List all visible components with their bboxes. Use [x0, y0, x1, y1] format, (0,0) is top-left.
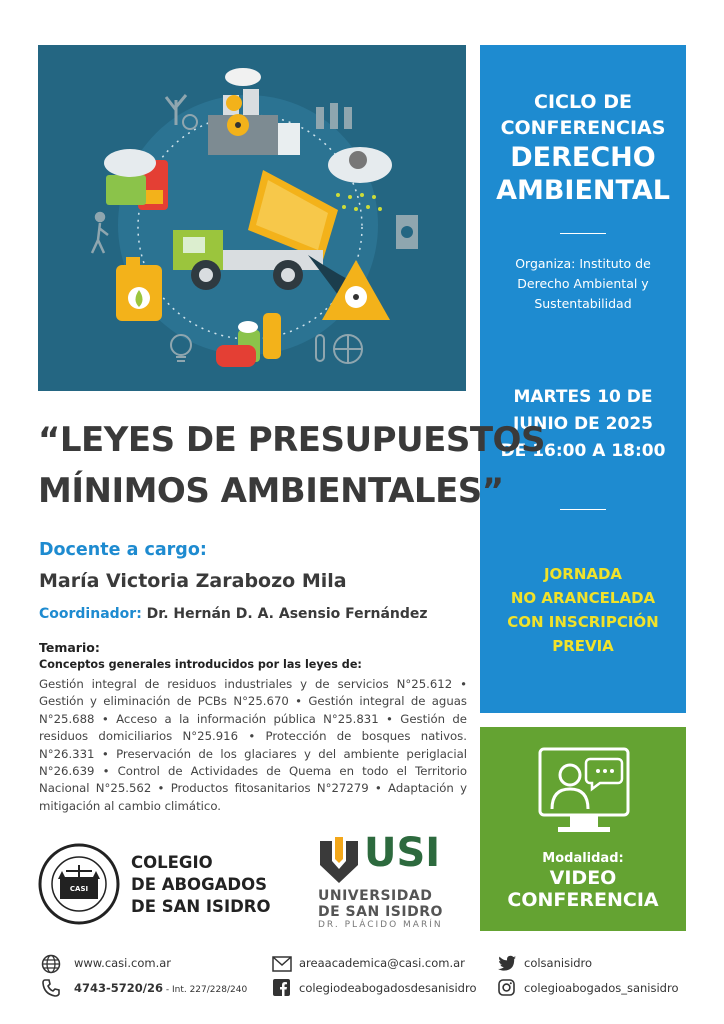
organizer-line-2: Derecho Ambiental y: [517, 276, 649, 291]
modality-label: Modalidad:: [542, 851, 624, 866]
coordinator: [39, 606, 428, 622]
thermometer-globe-icon: [316, 335, 362, 363]
modality-line-2: CONFERENCIA: [507, 889, 659, 911]
organizer-line-1: Organiza: Instituto de: [515, 256, 651, 271]
organizer-line-3: Sustentabilidad: [534, 296, 632, 311]
casi-name-line-1: COLEGIO: [131, 853, 213, 872]
temario-subheading: Conceptos generales introducidos por las leyes de:: [39, 658, 362, 671]
usi-name-line-1: UNIVERSIDAD: [318, 888, 433, 904]
phone-extension: - Int. 227/228/240: [163, 985, 248, 995]
date-line-2: JUNIO DE 2025: [512, 414, 653, 434]
conference-title-line-1: “LEYES DE PRESUPUESTOS: [38, 420, 545, 460]
person-icon: [92, 213, 108, 253]
teacher-name: María Victoria Zarabozo Mila: [39, 570, 347, 592]
twitter-link[interactable]: colsanisidro: [524, 956, 593, 970]
cycle-line-4: AMBIENTAL: [496, 175, 670, 206]
jerrycan-icon: [116, 257, 162, 321]
phone-main: 4743-5720/26: [74, 981, 163, 995]
facebook-icon: [273, 979, 290, 996]
time-line: DE 16:00 A 18:00: [500, 441, 666, 461]
phone-number: [74, 981, 247, 995]
barrel-icon: [396, 215, 418, 249]
usi-name-line-3: DR. PLÁCIDO MARÍN: [318, 920, 443, 930]
cycle-line-1: CICLO DE: [534, 91, 632, 113]
environment-illustration: [38, 45, 466, 391]
cycle-line-3: DERECHO: [510, 142, 656, 173]
conference-title-line-2: MÍNIMOS AMBIENTALES”: [38, 471, 504, 511]
website-link[interactable]: www.casi.com.ar: [74, 956, 172, 970]
twitter-icon: [497, 955, 517, 972]
casi-name-line-2: DE ABOGADOS: [131, 875, 268, 894]
admission-line-1: JORNADA: [543, 565, 623, 583]
coordinator-label: Coordinador:: [39, 606, 142, 622]
modality-line-1: VIDEO: [549, 867, 617, 889]
temario-heading: Temario:: [39, 640, 100, 655]
event-info-panel: [480, 45, 686, 713]
casi-name-line-3: DE SAN ISIDRO: [131, 897, 271, 916]
video-conference-icon: [536, 747, 632, 839]
modality-panel: [480, 727, 686, 931]
coordinator-name: Dr. Hernán D. A. Asensio Fernández: [146, 606, 428, 622]
temario-body: Gestión integral de residuos industriales y de servicios N°25.612 • Gestión y eliminación de PCBs N°25.670 • Gestión integral de aguas N°25.688 • Acceso a la información pública N°25.831 • Gestión de residuos domiciliarios N°25.916 • Protección de bosques nativos. N°26.331 • Preservación de los glaciares y del ambiente periglacial N°26.639 • Control de Actividades de Quema en todo el Territorio Nacional N°25.562 • Productos fitosanitarios N°27279 • Adaptación y mitigación al cambio climático.: [39, 677, 467, 813]
phone-icon: [41, 978, 61, 998]
admission-line-4: PREVIA: [552, 637, 614, 655]
usi-name-line-2: DE SAN ISIDRO: [318, 904, 443, 920]
environment-illustration-svg: [38, 45, 466, 391]
admission-line-2: NO ARANCELADA: [510, 589, 656, 607]
svg-text:CASI: CASI: [69, 885, 89, 893]
mail-icon: [272, 956, 292, 972]
smokestacks-icon: [316, 103, 352, 129]
date-line-1: MARTES 10 DE: [513, 387, 653, 407]
casi-seal-logo: [38, 843, 120, 925]
casi-name: [131, 852, 271, 918]
usi-emblem-icon: [318, 835, 360, 885]
lightbulb-icon: [171, 335, 191, 361]
usi-mark: USI: [364, 830, 441, 876]
usi-name: [318, 888, 458, 930]
email-link[interactable]: areaacademica@casi.com.ar: [299, 956, 465, 970]
facebook-link[interactable]: colegiodeabogadosdesanisidro: [299, 981, 477, 995]
instagram-link[interactable]: colegioabogados_sanisidro: [524, 981, 679, 995]
cycle-line-2: CONFERENCIAS: [500, 117, 666, 139]
admission-line-3: CON INSCRIPCIÓN: [507, 613, 659, 631]
globe-icon: [41, 954, 61, 974]
instagram-icon: [498, 979, 515, 996]
teacher-label: Docente a cargo:: [39, 540, 207, 560]
